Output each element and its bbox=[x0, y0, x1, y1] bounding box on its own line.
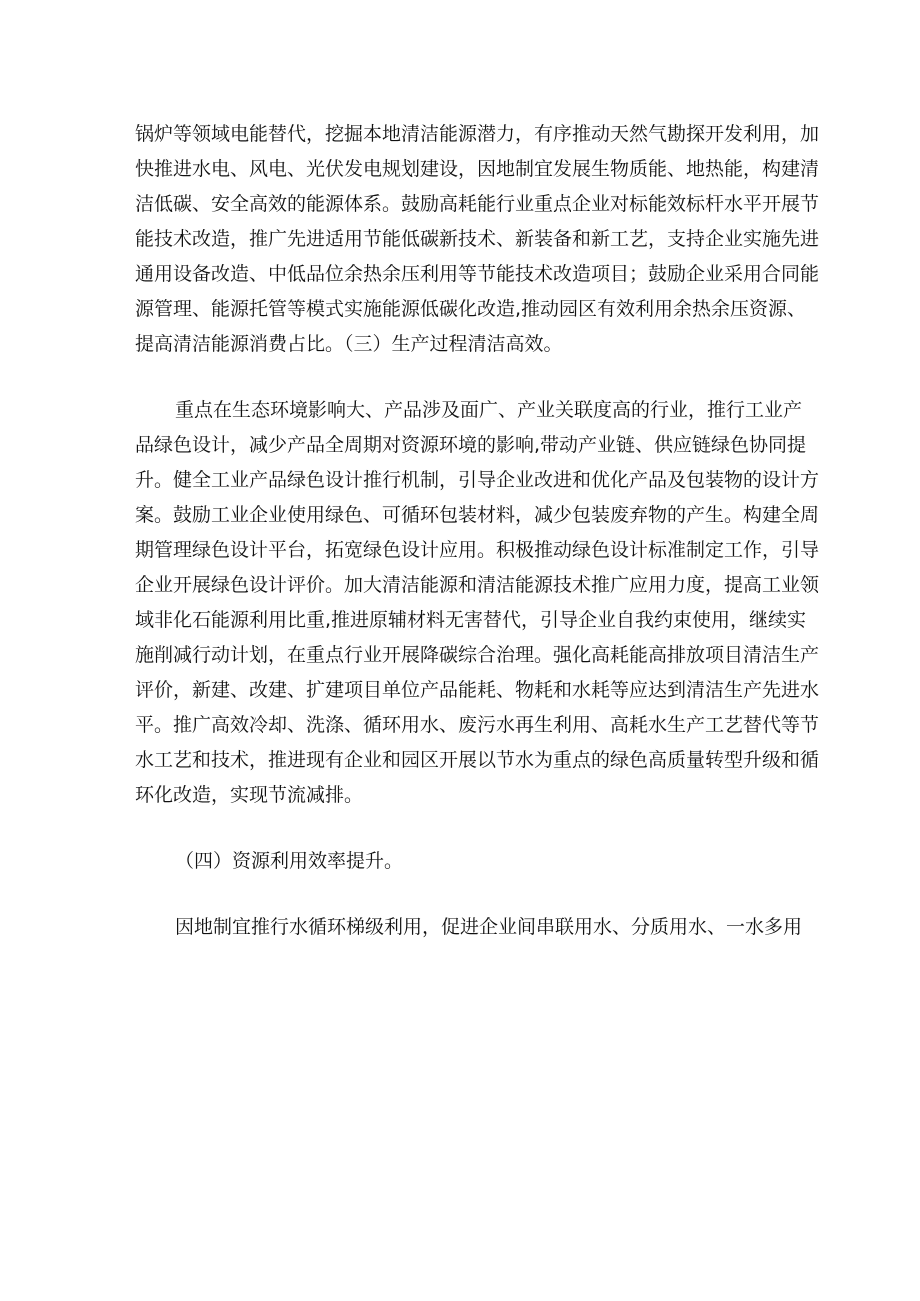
text-line: 域非化石能源利用比重,推进原辅材料无害替代，引导企业自我约束使用，继续实 bbox=[135, 609, 807, 631]
text-line: 重点在生态环境影响大、产品涉及面广、产业关联度高的行业，推行工业产 bbox=[175, 399, 803, 421]
text-line: 源管理、能源托管等模式实施能源低碳化改造,推动园区有效利用余热余压资源、 bbox=[135, 298, 807, 320]
text-line: 评价，新建、改建、扩建项目单位产品能耗、物耗和水耗等应达到清洁生产先进水 bbox=[135, 679, 820, 701]
document-body bbox=[135, 117, 820, 945]
paragraph-1 bbox=[135, 117, 820, 362]
paragraph-2 bbox=[135, 393, 820, 813]
text-line: 施削减行动计划，在重点行业开展降碳综合治理。强化高耗能高排放项目清洁生产 bbox=[135, 644, 820, 666]
text-line: 案。鼓励工业企业使用绿色、可循环包装材料，减少包装废弃物的产生。构建全周 bbox=[135, 504, 820, 526]
text-line: 通用设备改造、中低品位余热余压利用等节能技术改造项目；鼓励企业采用合同能 bbox=[135, 263, 820, 285]
text-line: 能技术改造，推广先进适用节能低碳新技术、新装备和新工艺，支持企业实施先进 bbox=[135, 228, 820, 250]
text-line: 品绿色设计，减少产品全周期对资源环境的影响,带动产业链、供应链绿色协同提 bbox=[135, 434, 807, 456]
text-line: 锅炉等领域电能替代，挖掘本地清洁能源潜力，有序推动天然气勘探开发利用，加 bbox=[135, 123, 820, 145]
text-line: 水工艺和技术，推进现有企业和园区开展以节水为重点的绿色高质量转型升级和循 bbox=[135, 749, 820, 771]
text-line: 快推进水电、风电、光伏发电规划建设，因地制宜发展生物质能、地热能，构建清 bbox=[135, 158, 820, 180]
text-line: 因地制宜推行水循环梯级利用，促进企业间串联用水、分质用水、一水多用 bbox=[175, 916, 803, 938]
text-line: 提高清洁能源消费占比。（三）生产过程清洁高效。 bbox=[135, 333, 563, 355]
text-line: 平。推广高效冷却、洗涤、循环用水、废污水再生利用、高耗水生产工艺替代等节 bbox=[135, 714, 820, 736]
section-heading: （四）资源利用效率提升。 bbox=[175, 850, 404, 872]
text-line: 企业开展绿色设计评价。加大清洁能源和清洁能源技术推广应用力度，提高工业领 bbox=[135, 574, 820, 596]
text-line: 洁低碳、安全高效的能源体系。鼓励高耗能行业重点企业对标能效标杆水平开展节 bbox=[135, 193, 820, 215]
section-heading-4 bbox=[135, 844, 795, 879]
text-line: 环化改造，实现节流减排。 bbox=[135, 784, 364, 806]
paragraph-3 bbox=[135, 910, 803, 945]
text-line: 升。健全工业产品绿色设计推行机制，引导企业改进和优化产品及包装物的设计方 bbox=[135, 469, 820, 491]
text-line: 期管理绿色设计平台，拓宽绿色设计应用。积极推动绿色设计标准制定工作，引导 bbox=[135, 539, 820, 561]
